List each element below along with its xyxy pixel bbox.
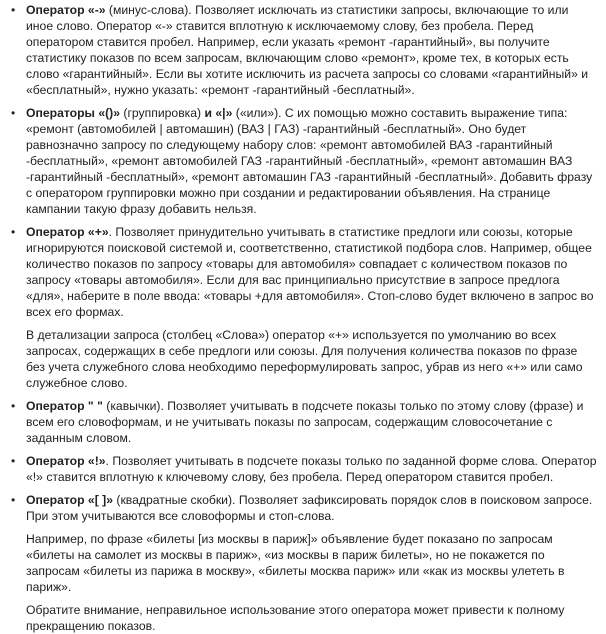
bullet-icon: • <box>11 493 16 507</box>
operator-name: Оператор " " <box>26 399 103 413</box>
operator-paragraph <box>26 492 598 524</box>
bullet-icon: • <box>11 106 16 120</box>
operator-item <box>0 2 598 98</box>
operator-text: (группировка) <box>120 106 205 120</box>
operator-name: Оператор «!» <box>26 454 106 468</box>
operator-text: . Позволяет принудительно учитывать в статистике предлоги или союзы, которые игнорируются поисковой системой и, соответственно, статистикой подбора слов. Например, общее количество показов по запросу «товары для автомобиля» совпадает с количеством показов по запросу «товары автомобиля». Если для вас принципиально присутствие в запросе предлога «для», наберите в поле ввода: «товары +для автомобиля». Стоп-слово будет включено в запрос во всех его формах. <box>26 225 594 319</box>
bullet-icon: • <box>11 3 16 17</box>
operator-paragraph <box>26 327 598 391</box>
operator-paragraph <box>26 105 598 217</box>
operator-text: Например, по фразе «билеты [из москвы в париж]» объявление будет показано по запросам «билеты на самолет из москвы в париж», «из москвы в париж билеты», но не покажется по запросам «билеты из парижа в москву», «билеты москва париж» или «как из москвы улететь в париж». <box>26 532 565 594</box>
operator-list <box>0 2 598 634</box>
operator-paragraph <box>26 2 598 98</box>
bullet-icon: • <box>11 454 16 468</box>
operator-text: Обратите внимание, неправильное использование этого оператора может привести к полному прекращению показов. <box>26 603 565 633</box>
operator-item <box>0 398 598 446</box>
operator-name: Оператор «-» <box>26 3 106 17</box>
operator-name: Оператор «+» <box>26 225 109 239</box>
operator-paragraph <box>26 602 598 634</box>
operator-item <box>0 224 598 391</box>
bullet-icon: • <box>11 399 16 413</box>
operator-item <box>0 105 598 217</box>
operator-name: Операторы «()» <box>26 106 121 120</box>
operator-paragraph <box>26 453 598 485</box>
operator-text: («или»). С их помощью можно составить выражение типа: «ремонт (автомобилей | автомашин) (ВАЗ | ГАЗ) -гарантийный -бесплатный». Оно будет равнозначно запросу по следующему набору слов: «ремонт автомобилей ВАЗ -гарантийный -бесплатный», «ремонт автомобилей ГАЗ -гарантийный -бесплатный», «ремонт автомашин ВАЗ -гарантийный -бесплатный», «ремонт автомашин ГАЗ -гарантийный -бесплатный». Добавить фразу с оператором группировки можно при создании и редактировании объявления. На странице кампании такую фразу добавить нельзя. <box>26 106 593 216</box>
operator-text: (минус-слова). Позволяет исключать из статистики запросы, включающие то или иное слово. Оператор «-» ставится вплотную к исключаемому слову, без пробела. Перед оператором ставится пробел. Например, если указать «ремонт -гарантийный», вы получите статистику показов по всем запросам, включающим слово «ремонт», кроме тех, в которых есть слово «гарантийный». Если вы хотите исключить из расчета запросы со словами «гарантийный» и «бесплатный», нужно указать: «ремонт -гарантийный -бесплатный». <box>26 3 589 97</box>
operator-paragraph <box>26 224 598 320</box>
operator-text: (кавычки). Позволяет учитывать в подсчете показы только по этому слову (фразе) и всем его словоформам, и не учитывать показы по запросам, содержащим словосочетание с заданным словом. <box>26 399 584 445</box>
operator-item <box>0 453 598 485</box>
operator-text: (квадратные скобки). Позволяет зафиксировать порядок слов в поисковом запросе. При этом учитываются все словоформы и стоп-слова. <box>26 493 593 523</box>
operator-text: . Позволяет учитывать в подсчете показы только по заданной форме слова. Оператор «!» ставится вплотную к ключевому слову, без пробела. Перед оператором ставится пробел. <box>26 454 597 484</box>
operator-paragraph <box>26 398 598 446</box>
operator-name: Оператор «[ ]» <box>26 493 113 507</box>
bullet-icon: • <box>11 225 16 239</box>
operator-text: В детализации запроса (столбец «Слова») оператор «+» используется по умолчанию во всех запросах, содержащих в себе предлоги или союзы. Для получения количества показов по фразе без учета служебного слова необходимо переформулировать запрос, убрав из него «+» или само служебное слово. <box>26 328 583 390</box>
operator-name: и «|» <box>204 106 233 120</box>
operator-paragraph <box>26 531 598 595</box>
operator-item <box>0 492 598 634</box>
